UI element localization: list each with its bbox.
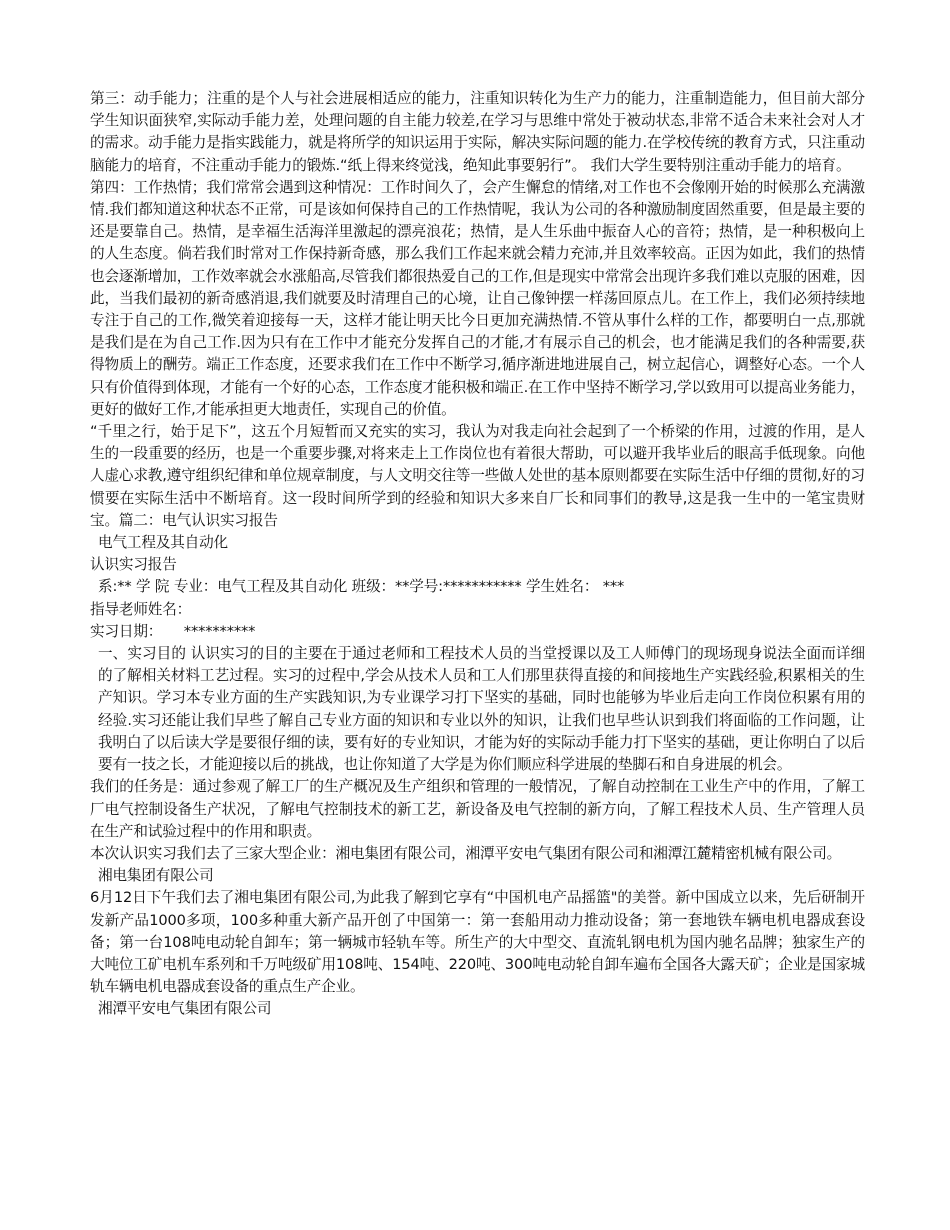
paragraph-internship-purpose: 一、实习目的 认识实习的目的主要在于通过老师和工程技术人员的当堂授课以及工人师傅门的现场现身说法全面而详细的了解相关材料工艺过程。实习的过程中,学会从技术人员和工人们那里获得直接的和间接地生产实践经验,积累相关的生产知识。学习本专业方面的生产实践知识,为专业课学习打下坚实的基础，同时也能够为毕业后走向工作岗位积累有用的经验.实习还能让我们早些了解自己专业方面的知识和专业以外的知识，让我们也早些认识到我们将面临的工作问题，让我明白了以后读大学是要很仔细的读，要有好的专业知识，才能为好的实际动手能力打下坚实的基础，更让你明白了以后要有一技之长，才能迎接以后的挑战，也让你知道了大学是为你们顺应科学进展的垫脚石和自身进展的机会。 [98, 645, 865, 774]
paragraph-our-tasks: 我们的任务是：通过参观了解工厂的生产概况及生产组织和管理的一般情况，了解自动控制在工业生产中的作用，了解工厂电气控制设备生产状况，了解电气控制技术的新工艺，新设备及电气控制的新方向，了解工程技术人员、生产管理人员在生产和试验过程中的作用和职责。 [90, 778, 865, 840]
paragraph-internship-summary: “千里之行，始于足下”，这五个月短暂而又充实的实习，我认为对我走向社会起到了一个桥梁的作用，过渡的作用，是人生的一段重要的经历，也是一个重要步骤,对将来走上工作岗位也有着很大帮助，可以避开我毕业后的眼高手低现象。向他人虚心求教,遵守组织纪律和单位规章制度，与人文明交往等一些做人处世的基本原则都要在实际生活中仔细的贯彻,好的习惯要在实际生活中不断培育。这一段时间所学到的经验和知识大多来自厂长和同事们的教导,这是我一生中的一笔宝贵财宝。篇二：电气认识实习报告 [90, 423, 865, 529]
paragraph-xiangdian-visit: 6月12日下午我们去了湘电集团有限公司,为此我了解到它享有“中国机电产品摇篮"的美誉。新中国成立以来，先后研制开发新产品1000多项，100多种重大新产品开创了中国第一：第一套船用动力推动设备；第一套地铁车辆电机电器成套设备；第一台108吨电动轮自卸车；第一辆城市轻轨车等。所生产的大中型交、直流轧钢电机为国内驰名品牌；独家生产的大吨位工矿电机车系列和千万吨级矿用108吨、154吨、220吨、300吨电动轮自卸车遍布全国各大露天矿；企业是国家城轨车辆电机电器成套设备的重点生产企业。 [90, 889, 865, 996]
major-heading: 电气工程及其自动化 [98, 534, 228, 552]
advisor-name-line: 指导老师姓名： [90, 600, 192, 618]
paragraph-work-enthusiasm: 第四：工作热情；我们常常会遇到这种情况：工作时间久了，会产生懈怠的情绪,对工作也不会像刚开始的时候那么充满激情.我们都知道这种状态不正常，可是该如何保持自己的工作热情呢，我认为公司的各种激励制度固然重要，但是最主要的还是要靠自己。热情，是幸福生活海洋里激起的漂亮浪花；热情，是人生乐曲中振奋人心的音符；热情，是一种积极向上的人生态度。倘若我们时常对工作保持新奇感，那么我们工作起来就会精力充沛,并且效率较高。正因为如此，我们的热情也会逐渐增加，工作效率就会水涨船高,尽管我们都很热爱自己的工作,但是现实中常常会出现许多我们难以克服的困难，因此，当我们最初的新奇感消退,我们就要及时清理自己的心境，让自己像钟摆一样荡回原点儿。在工作上，我们必须持续地专注于自己的工作,微笑着迎接每一天，这样才能让明天比今日更加充满热情.不管从事什么样的工作，都要明白一点,那就是我们是在为自己工作.因为只有在工作中才能充分发挥自己的才能,才有展示自己的机会，也才能满足我们的各种需要,获得物质上的酬劳。端正工作态度，还要求我们在工作中不断学习,循序渐进地进展自己，树立起信心，调整好心态。一个人只有价值得到体现，才能有一个好的心态，工作态度才能积极和端正.在工作中坚持不断学习,学以致用可以提高业务能力，更好的做好工作,才能承担更大地责任，实现自己的价值。 [90, 178, 865, 418]
company-heading-xiangdian: 湘电集团有限公司 [98, 867, 214, 885]
internship-date-line: 实习日期： ********** [90, 622, 256, 640]
company-heading-pingan: 湘潭平安电气集团有限公司 [98, 1000, 272, 1018]
paragraph-companies-visited: 本次认识实习我们去了三家大型企业：湘电集团有限公司，湘潭平安电气集团有限公司和湘潭江麓精密机械有限公司。 [90, 844, 842, 862]
student-info-line: 系:** 学 院 专业：电气工程及其自动化 班级：**学号:*********** 学生姓名： *** [98, 578, 625, 596]
document-body [90, 88, 865, 1021]
paragraph-ability-practice: 第三：动手能力；注重的是个人与社会进展相适应的能力，注重知识转化为生产力的能力，注重制造能力，但目前大部分学生知识面狭窄,实际动手能力差，处理问题的自主能力较差,在学习与思维中常处于被动状态,非常不适合未来社会对人才的需求。动手能力是指实践能力，就是将所学的知识运用于实际，解决实际问题的能力.在学校传统的教育方式，只注重动脑能力的培育，不注重动手能力的锻炼.“纸上得来终觉浅，绝知此事要躬行”。 我们大学生要特别注重动手能力的培育。 [90, 90, 865, 174]
report-title: 认识实习报告 [90, 556, 177, 574]
